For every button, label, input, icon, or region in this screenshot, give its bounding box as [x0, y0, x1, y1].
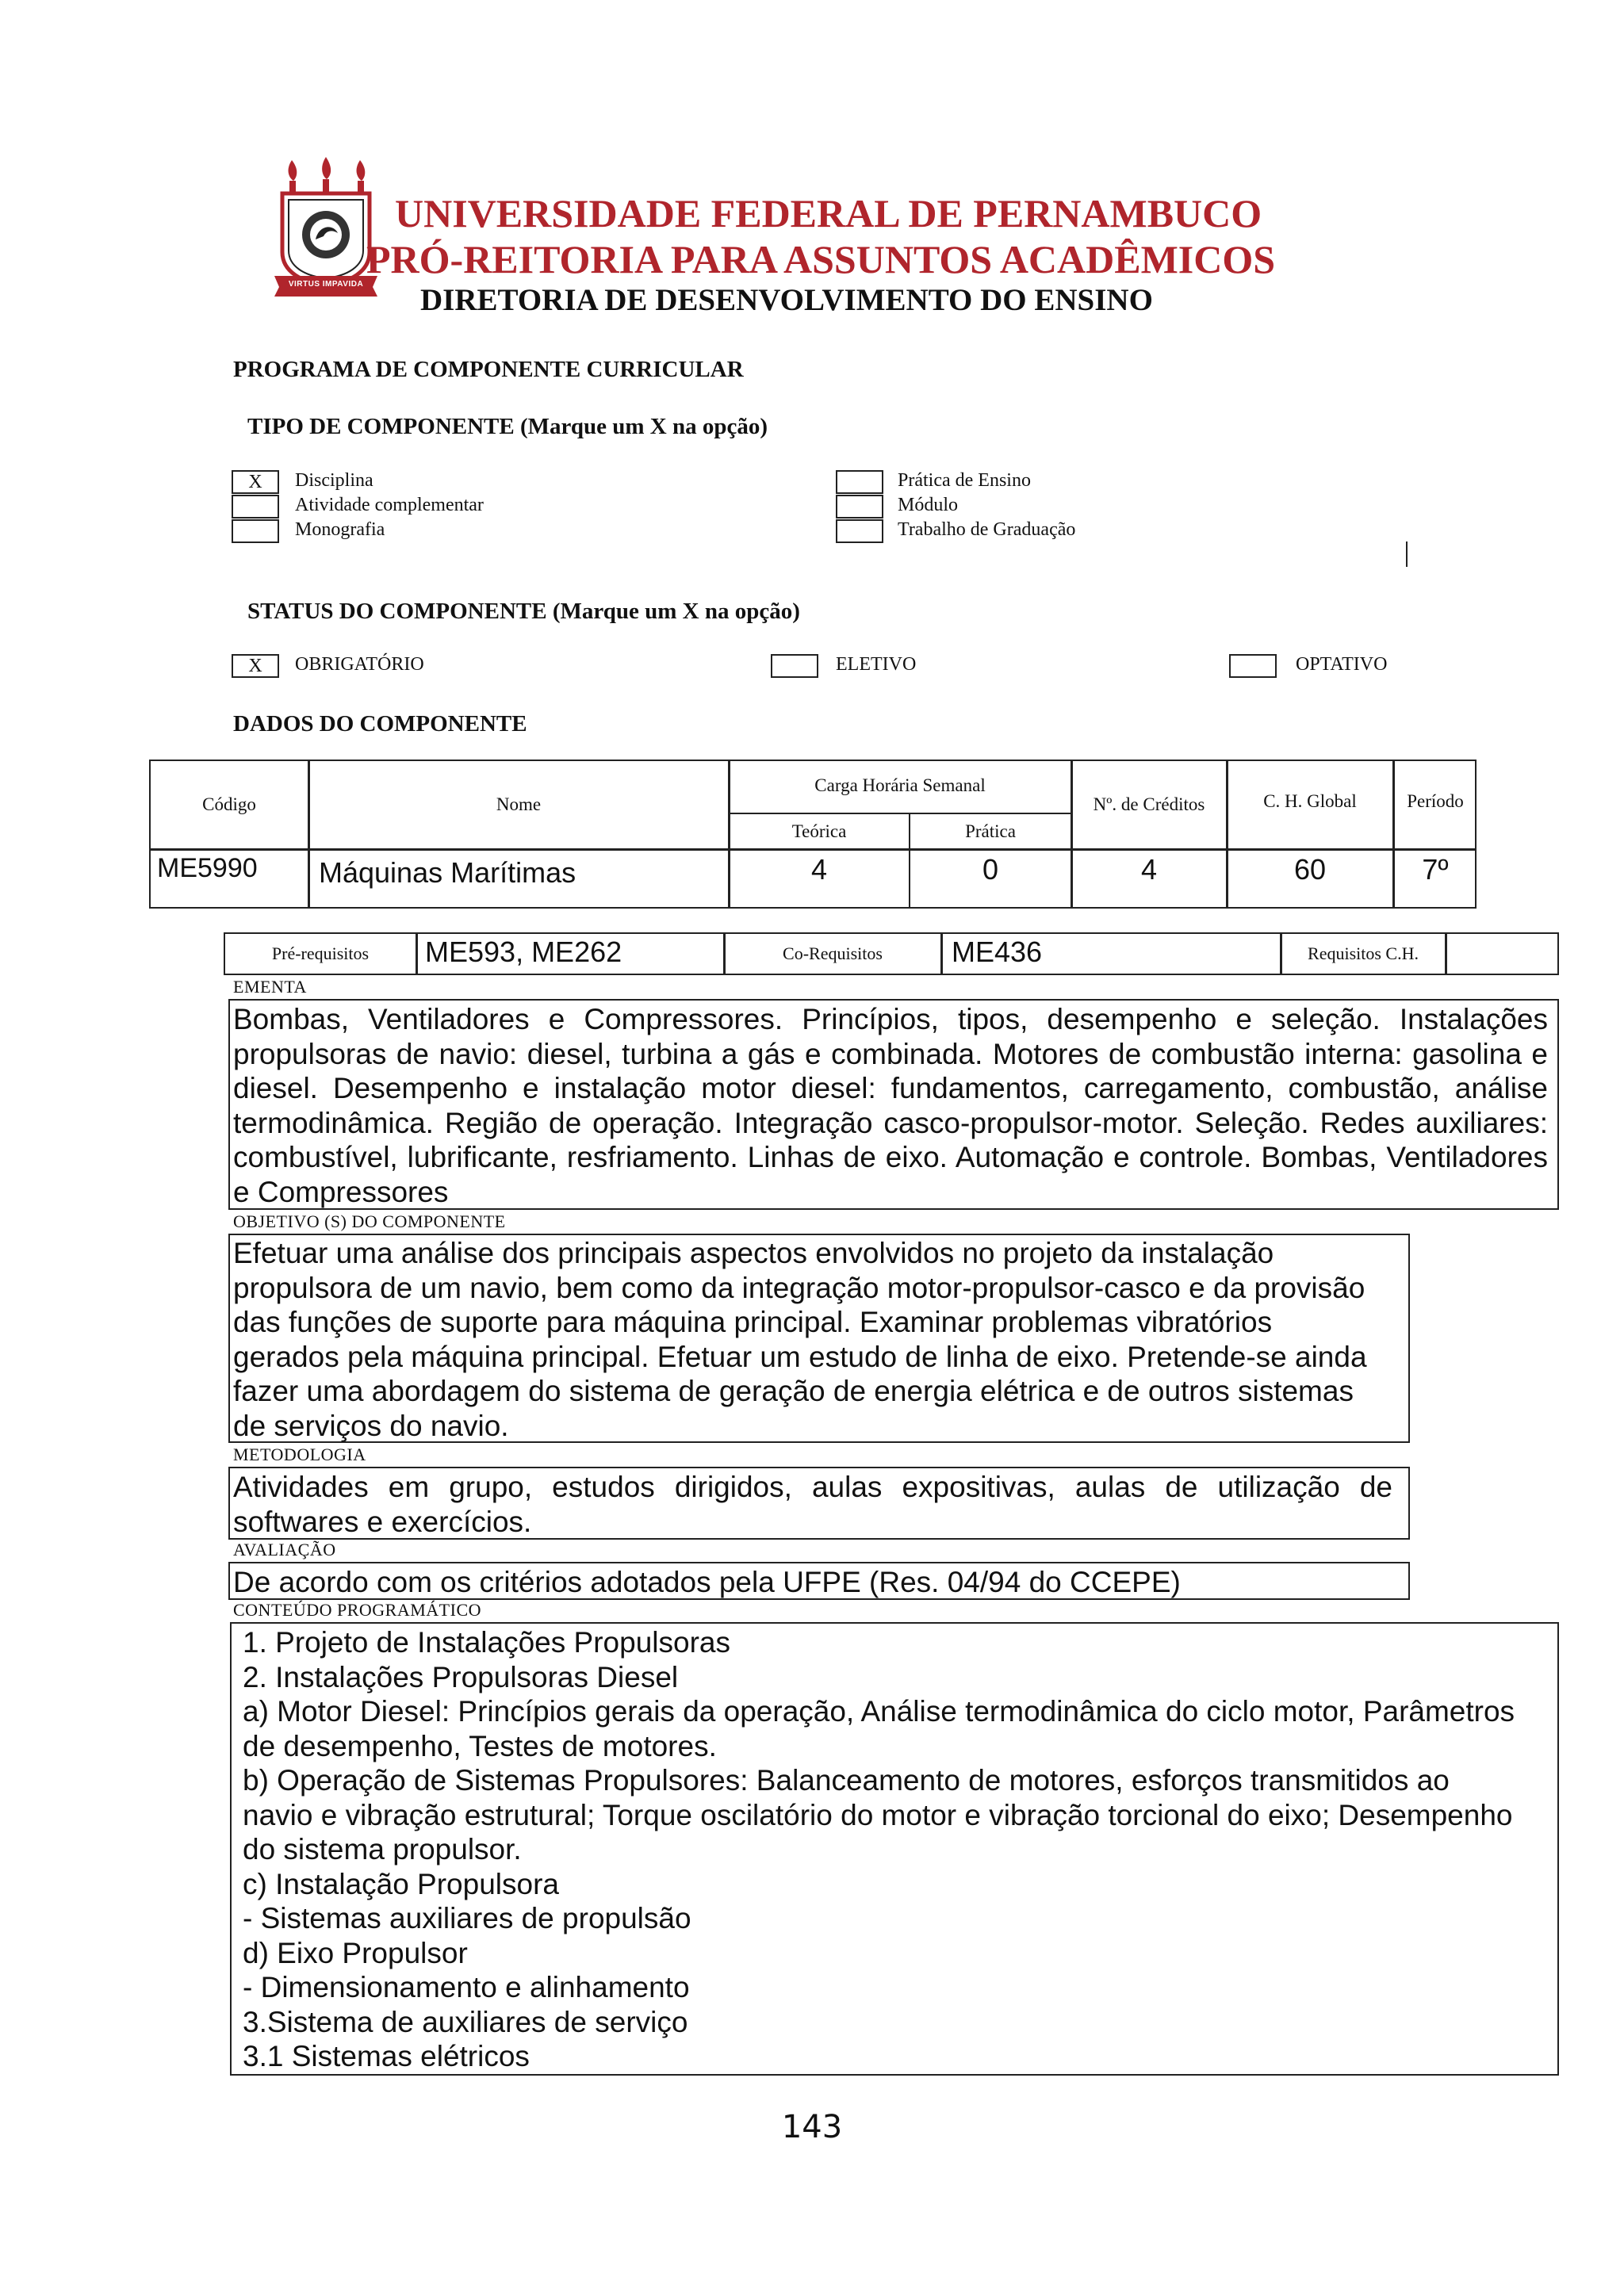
objetivo-line: fazer uma abordagem do sistema de geração de energia elétrica e de outros sistemas [233, 1375, 1354, 1407]
ufpe-crest-icon [274, 157, 377, 298]
value-creditos: 4 [1140, 853, 1158, 886]
checkbox-optativo[interactable] [1229, 654, 1277, 678]
objetivo-line: Efetuar uma análise dos principais aspectos envolvidos no projeto da instalação [233, 1237, 1274, 1269]
checkbox-pratica-de-ensino[interactable] [836, 470, 883, 494]
avaliacao-label: AVALIAÇÃO [233, 1540, 336, 1559]
value-pratica: 0 [982, 853, 999, 886]
ementa-text: Bombas, Ventiladores e Compressores. Princípios, tipos, desempenho e seleção. Instalações propulsoras de navio: diesel, turbina a gás e combinada. Motores de combustão interna: gasolina e diesel. Desempenho e instalação motor diesel: fundamentos, carregamento, combustão, análise termodinâmica. Região de operação. Integração casco-propulsor-motor. Seleção. Redes auxiliares: combustível, lubrificante, resfriamento. Linhas de eixo. Automação e controle. Bombas, Ventiladores e Compressores [233, 1003, 1548, 1208]
objetivo-line: das funções de suporte para máquina principal. Examinar problemas vibratórios [233, 1306, 1273, 1338]
diretoria-title: DIRETORIA DE DESENVOLVIMENTO DO ENSINO [420, 283, 1153, 317]
conteudo-line: b) Operação de Sistemas Propulsores: Balanceamento de motores, esforços transmitidos ao [243, 1764, 1450, 1797]
value-periodo: 7º [1422, 853, 1449, 886]
pre-requisitos-label: Pré-requisitos [271, 943, 370, 963]
label-optativo: OPTATIVO [1296, 654, 1388, 675]
logo-motto: VIRTUS IMPAVIDA [288, 280, 364, 289]
header-teorica: Teórica [791, 821, 847, 841]
ufpe-logo [274, 157, 377, 298]
metodologia-text: Atividades em grupo, estudos dirigidos, aulas expositivas, aulas de utilização de softwares e exercícios. [233, 1471, 1392, 1538]
label-disciplina: Disciplina [295, 470, 373, 491]
requisitos-ch-label: Requisitos C.H. [1308, 943, 1419, 963]
tipo-title: TIPO DE COMPONENTE (Marque um X na opção) [247, 414, 768, 439]
header-nome: Nome [496, 794, 542, 814]
label-trabalho-de-graduacao: Trabalho de Graduação [898, 519, 1076, 540]
conteudo-line: - Dimensionamento e alinhamento [243, 1971, 690, 2003]
col-divider [308, 760, 310, 909]
metodologia-label: METODOLOGIA [233, 1445, 366, 1464]
conteudo-line: 3.Sistema de auxiliares de serviço [243, 2005, 688, 2038]
value-codigo: ME5990 [157, 853, 258, 883]
header-creditos: Nº. de Créditos [1093, 794, 1205, 814]
header-codigo: Código [202, 794, 256, 814]
checkbox-atividade-complementar[interactable] [232, 495, 279, 519]
value-nome: Máquinas Marítimas [319, 856, 576, 889]
co-requisitos-label: Co-Requisitos [783, 943, 883, 963]
label-monografia: Monografia [295, 519, 385, 540]
status-title: STATUS DO COMPONENTE (Marque um X na opção) [247, 599, 800, 624]
header-pratica: Prática [965, 821, 1016, 841]
conteudo-label: CONTEÚDO PROGRAMÁTICO [233, 1600, 482, 1620]
programa-title: PROGRAMA DE COMPONENTE CURRICULAR [233, 357, 744, 382]
ementa-label: EMENTA [233, 977, 307, 997]
co-requisitos-value: ME436 [952, 936, 1043, 968]
conteudo-line: navio e vibração estrutural; Torque oscilatório do motor e vibração torcional do eixo; Desempenho [243, 1798, 1513, 1831]
page-number: 143 [781, 2109, 843, 2145]
label-pratica-de-ensino: Prática de Ensino [898, 470, 1031, 491]
conteudo-line: de desempenho, Testes de motores. [243, 1729, 717, 1762]
col-divider [1445, 932, 1447, 975]
header-carga-horaria: Carga Horária Semanal [814, 775, 986, 795]
label-obrigatorio: OBRIGATÓRIO [295, 654, 424, 675]
conteudo-line: a) Motor Diesel: Princípios gerais da operação, Análise termodinâmica do ciclo motor, Parâmetros [243, 1695, 1515, 1728]
objetivo-text [233, 1236, 1405, 1443]
objetivo-line: de serviços do navio. [233, 1409, 509, 1442]
university-title: UNIVERSIDADE FEDERAL DE PERNAMBUCO [395, 191, 1262, 235]
value-teorica: 4 [810, 853, 828, 886]
checkbox-trabalho-de-graduacao[interactable] [836, 519, 883, 543]
conteudo-line: - Sistemas auxiliares de propulsão [243, 1902, 691, 1934]
objetivo-line: propulsora de um navio, bem como da integração motor-propulsor-casco e da provisão [233, 1271, 1365, 1304]
checkbox-obrigatorio[interactable]: X [232, 654, 279, 678]
header-ch-global: C. H. Global [1263, 791, 1357, 811]
value-ch-global: 60 [1293, 853, 1327, 886]
conteudo-line: c) Instalação Propulsora [243, 1867, 559, 1900]
conteudo-line: 3.1 Sistemas elétricos [243, 2040, 530, 2072]
label-eletivo: ELETIVO [836, 654, 917, 675]
avaliacao-text: De acordo com os critérios adotados pela UFPE (Res. 04/94 do CCEPE) [233, 1566, 1181, 1598]
carga-subheader-divider [728, 813, 1071, 814]
conteudo-line: d) Eixo Propulsor [243, 1936, 468, 1969]
objetivo-label: OBJETIVO (S) DO COMPONENTE [233, 1211, 506, 1231]
stray-mark [1406, 541, 1408, 567]
checkbox-disciplina[interactable]: X [232, 470, 279, 494]
conteudo-line: 2. Instalações Propulsoras Diesel [243, 1660, 679, 1693]
conteudo-text [243, 1625, 1553, 2074]
conteudo-line: 1. Projeto de Instalações Propulsoras [243, 1626, 730, 1659]
pro-reitoria-title: PRÓ-REITORIA PARA ASSUNTOS ACADÊMICOS [366, 237, 1276, 281]
pre-requisitos-value: ME593, ME262 [425, 936, 622, 968]
checkbox-eletivo[interactable] [771, 654, 818, 678]
checkbox-monografia[interactable] [232, 519, 279, 543]
col-divider [940, 932, 943, 975]
label-modulo: Módulo [898, 495, 959, 515]
table-row-divider [149, 848, 1477, 851]
checkbox-modulo[interactable] [836, 495, 883, 519]
header-periodo: Período [1407, 791, 1464, 811]
label-atividade-complementar: Atividade complementar [295, 495, 484, 515]
col-divider [416, 932, 418, 975]
conteudo-line: do sistema propulsor. [243, 1833, 522, 1866]
dados-title: DADOS DO COMPONENTE [233, 711, 527, 737]
objetivo-line: gerados pela máquina principal. Efetuar um estudo de linha de eixo. Pretende-se ainda [233, 1340, 1367, 1373]
